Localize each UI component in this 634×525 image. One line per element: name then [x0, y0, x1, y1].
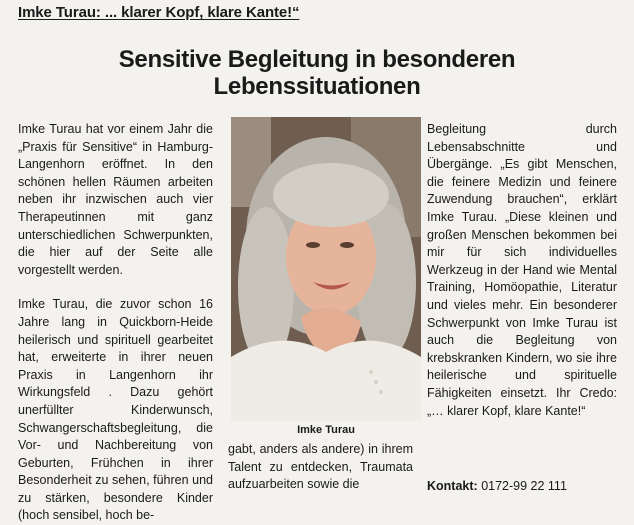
headline-line-2: Lebenssituationen — [213, 73, 421, 100]
article-headline — [0, 46, 634, 100]
portrait-illustration — [231, 117, 421, 421]
contact-phone: 0172-99 22 111 — [481, 479, 567, 493]
left-paragraph-1: Imke Turau hat vor einem Jahr die „Praxis für Sensitive“ in Hamburg-Langenhorn eröffnet. In den schönen hellen Räumen arbeiten neben ihr inzwischen auch vier Therapeutinnen mit ganz unterschiedlichen Schwerpunkten, die hier auf der Seite alle vorgestellt werden. — [18, 122, 213, 277]
article-kicker: Imke Turau: ... klarer Kopf, klare Kante!“ — [18, 4, 300, 21]
left-eye — [306, 242, 320, 248]
white-top — [231, 341, 421, 421]
photo-caption: Imke Turau — [297, 424, 355, 436]
necklace-bead — [374, 380, 378, 384]
necklace-bead — [379, 390, 383, 394]
contact-label: Kontakt: — [427, 479, 478, 493]
headline-line-1: Sensitive Begleitung in besonderen — [118, 46, 516, 73]
right-column: Begleitung durch Lebensabschnitte und Übergänge. „Es gibt Menschen, die feinere Medizin und feinere Zuwendung brauchen“, erklärt Imke Turau. „Diese kleinen und großen Menschen bekommen bei mir für sich individuelles Werkzeug in der Hand wie Mental Training, Homöopathie, Literatur und vieles mehr. Ein besonderer Schwerpunkt von Imke Turau ist auch die Begleitung von krebskranken Kindern, wo sie ihre heilerische und spirituelle Fähigkeiten einsetzt. Ihr Credo: „… klarer Kopf, klare Kante!“ — [427, 122, 617, 418]
hair-top — [273, 163, 389, 227]
contact-line — [427, 478, 617, 496]
portrait-photo — [231, 117, 421, 421]
middle-column-text: gabt, anders als andere) in ihrem Talent zu entdecken, Traumata aufzuarbeiten sowie die — [228, 442, 413, 492]
right-eye — [340, 242, 354, 248]
left-column — [18, 121, 213, 525]
necklace-bead — [369, 370, 373, 374]
left-paragraph-2: Imke Turau, die zuvor schon 16 Jahre lang in Quickborn-Heide heilerisch und spirituell gearbeitet hat, erweiterte in ihrer neuen Praxis in Langenhorn ihr Wirkungsfeld . Dazu gehört unerfüllter Kinderwunsch, Schwangerschaftsbegleitung, die Vor- und Nachbereitung von Geburten, Frühchen in ihrer Besonderheit zu sehen, führen und zu stärken, besondere Kinder (hoch sensibel, hoch be- — [18, 297, 213, 523]
